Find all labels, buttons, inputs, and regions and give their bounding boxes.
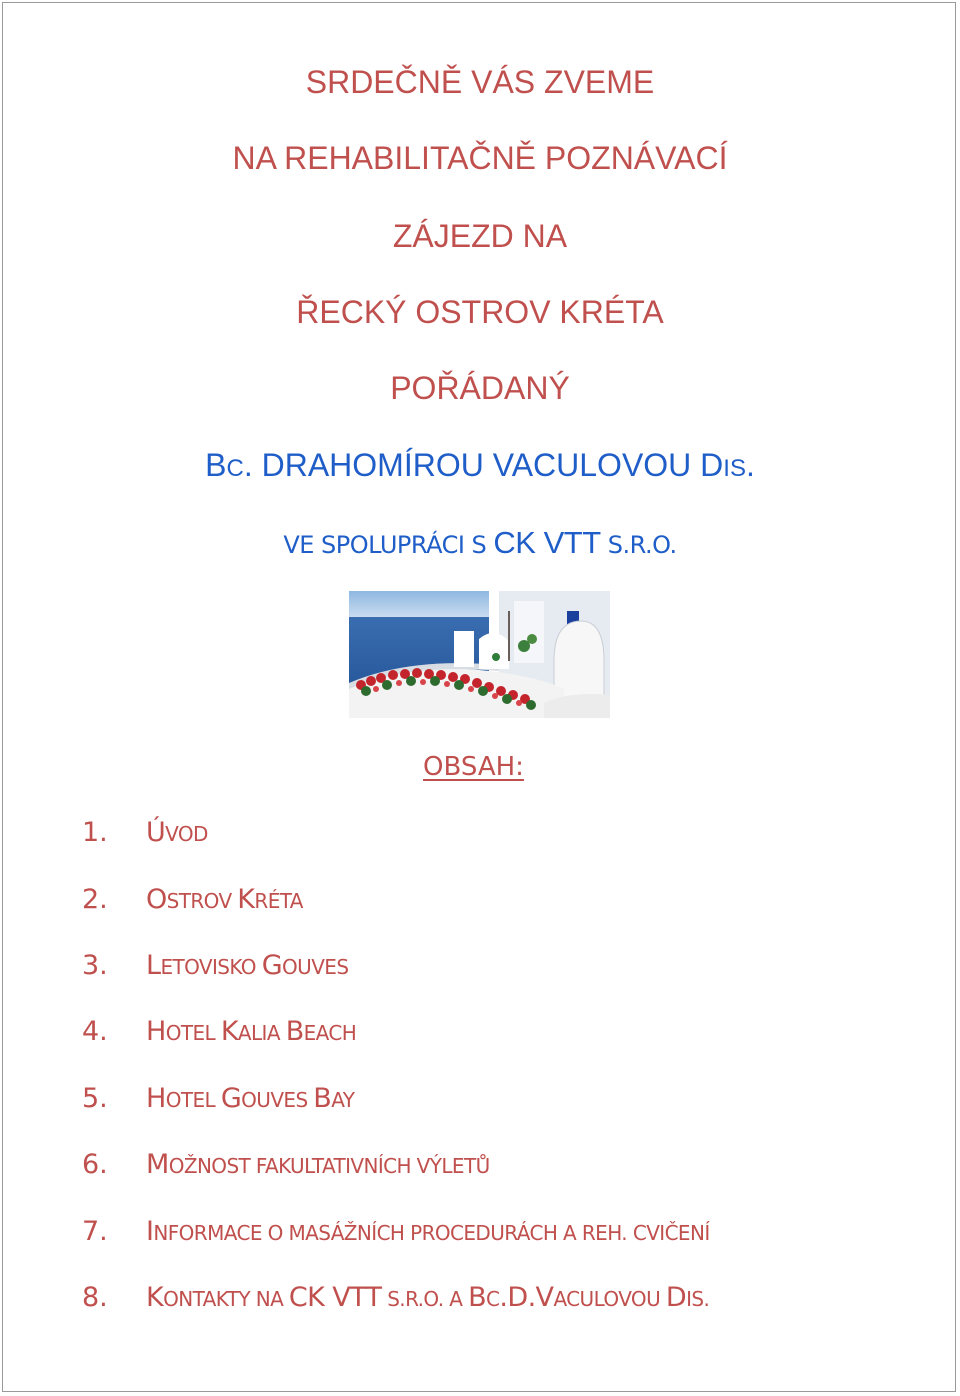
toc-label: [146, 1281, 709, 1316]
toc-label-cap: K: [220, 1016, 238, 1047]
photo-drawing: [349, 591, 610, 718]
organizer-is: IS: [723, 455, 746, 482]
toc-label-small: ONTAKTY NA: [163, 1287, 289, 1311]
toc-label-cap: M: [146, 1149, 169, 1180]
toc-label-small: OUVES: [241, 1088, 314, 1112]
toc-number: 7.: [82, 1216, 108, 1247]
toc-label-small: EACH: [303, 1021, 357, 1045]
toc-label-small: OŽNOST FAKULTATIVNÍCH VÝLETŮ: [168, 1154, 490, 1178]
toc-label-small: IS.: [686, 1287, 710, 1311]
organizer-d: D: [700, 447, 724, 483]
toc-label: [146, 1082, 354, 1117]
cooperation-suffix: S.R.O.: [600, 531, 677, 559]
toc-label-cap: K: [237, 884, 255, 915]
toc-label-cap: I: [146, 1216, 154, 1247]
toc-label-small: VOD: [165, 822, 208, 846]
toc-label-cap: B: [285, 1016, 304, 1047]
toc-label-cap: G: [261, 950, 283, 981]
toc-label: [146, 1148, 490, 1183]
toc-label-small: ALIA: [237, 1021, 286, 1045]
toc-number: 1.: [82, 817, 108, 848]
toc-number: 5.: [82, 1083, 108, 1114]
organizer-c: C: [226, 455, 244, 482]
toc-label-small: ACULOVOU: [553, 1287, 666, 1311]
toc-label-cap: B: [313, 1083, 332, 1114]
organizer-name: . DRAHOMÍROU VACULOVOU: [243, 447, 701, 483]
toc-label-cap: O: [146, 884, 167, 915]
toc-number: 4.: [82, 1016, 108, 1047]
toc-label-small: C: [486, 1287, 500, 1311]
toc-label-cap: Ú: [146, 817, 166, 848]
toc-label-cap: H: [146, 1083, 166, 1114]
toc-label-cap: D: [665, 1282, 687, 1313]
toc-label-small: AY: [331, 1088, 355, 1112]
toc-label: [146, 1215, 710, 1250]
toc-label-small: S.R.O. A: [381, 1287, 469, 1311]
toc-label-small: OUVES: [282, 955, 349, 979]
toc-label-small: OTEL: [165, 1088, 221, 1112]
toc-label-cap: K: [146, 1282, 164, 1313]
toc-label-small: ETOVISKO: [160, 955, 262, 979]
title-line-2: NA REHABILITAČNĚ POZNÁVACÍ: [232, 140, 728, 176]
toc-number: 3.: [82, 950, 108, 981]
toc-heading: OBSAH:: [423, 752, 524, 782]
toc-label-small: NFORMACE O MASÁŽNÍCH PROCEDURÁCH A REH. CVIČENÍ: [153, 1221, 710, 1245]
toc-number: 8.: [82, 1282, 108, 1313]
toc-label-cap: B: [468, 1282, 487, 1313]
toc-number: 6.: [82, 1149, 108, 1180]
toc-label: [146, 1015, 356, 1050]
cooperation-prefix: VE SPOLUPRÁCI S: [283, 531, 494, 559]
title-line-3: ZÁJEZD NA: [392, 218, 568, 254]
toc-label-cap: .D.V: [499, 1282, 554, 1313]
toc-label-small: OTEL: [165, 1021, 221, 1045]
title-line-5: POŘÁDANÝ: [390, 370, 570, 406]
title-line-4: ŘECKÝ OSTROV KRÉTA: [296, 294, 664, 330]
organizer-b: B: [205, 447, 227, 483]
cooperation-line: [0, 526, 960, 562]
toc-label-cap: H: [146, 1016, 166, 1047]
toc-label-cap: L: [146, 950, 161, 981]
toc-label: [146, 883, 303, 918]
cooperation-company: CK VTT: [493, 525, 601, 560]
toc-label-small: STROV: [166, 889, 238, 913]
toc-label: [146, 949, 348, 984]
toc-label-cap: G: [220, 1083, 242, 1114]
santorini-terrace-photo: [349, 591, 610, 718]
organizer-dot: .: [745, 447, 755, 483]
toc-label-cap: CK VTT: [288, 1282, 382, 1313]
toc-label: [146, 816, 208, 851]
toc-number: 2.: [82, 884, 108, 915]
toc-label-small: RÉTA: [254, 889, 303, 913]
title-line-1: SRDEČNĚ VÁS ZVEME: [305, 64, 655, 100]
organizer-line: [0, 445, 960, 489]
